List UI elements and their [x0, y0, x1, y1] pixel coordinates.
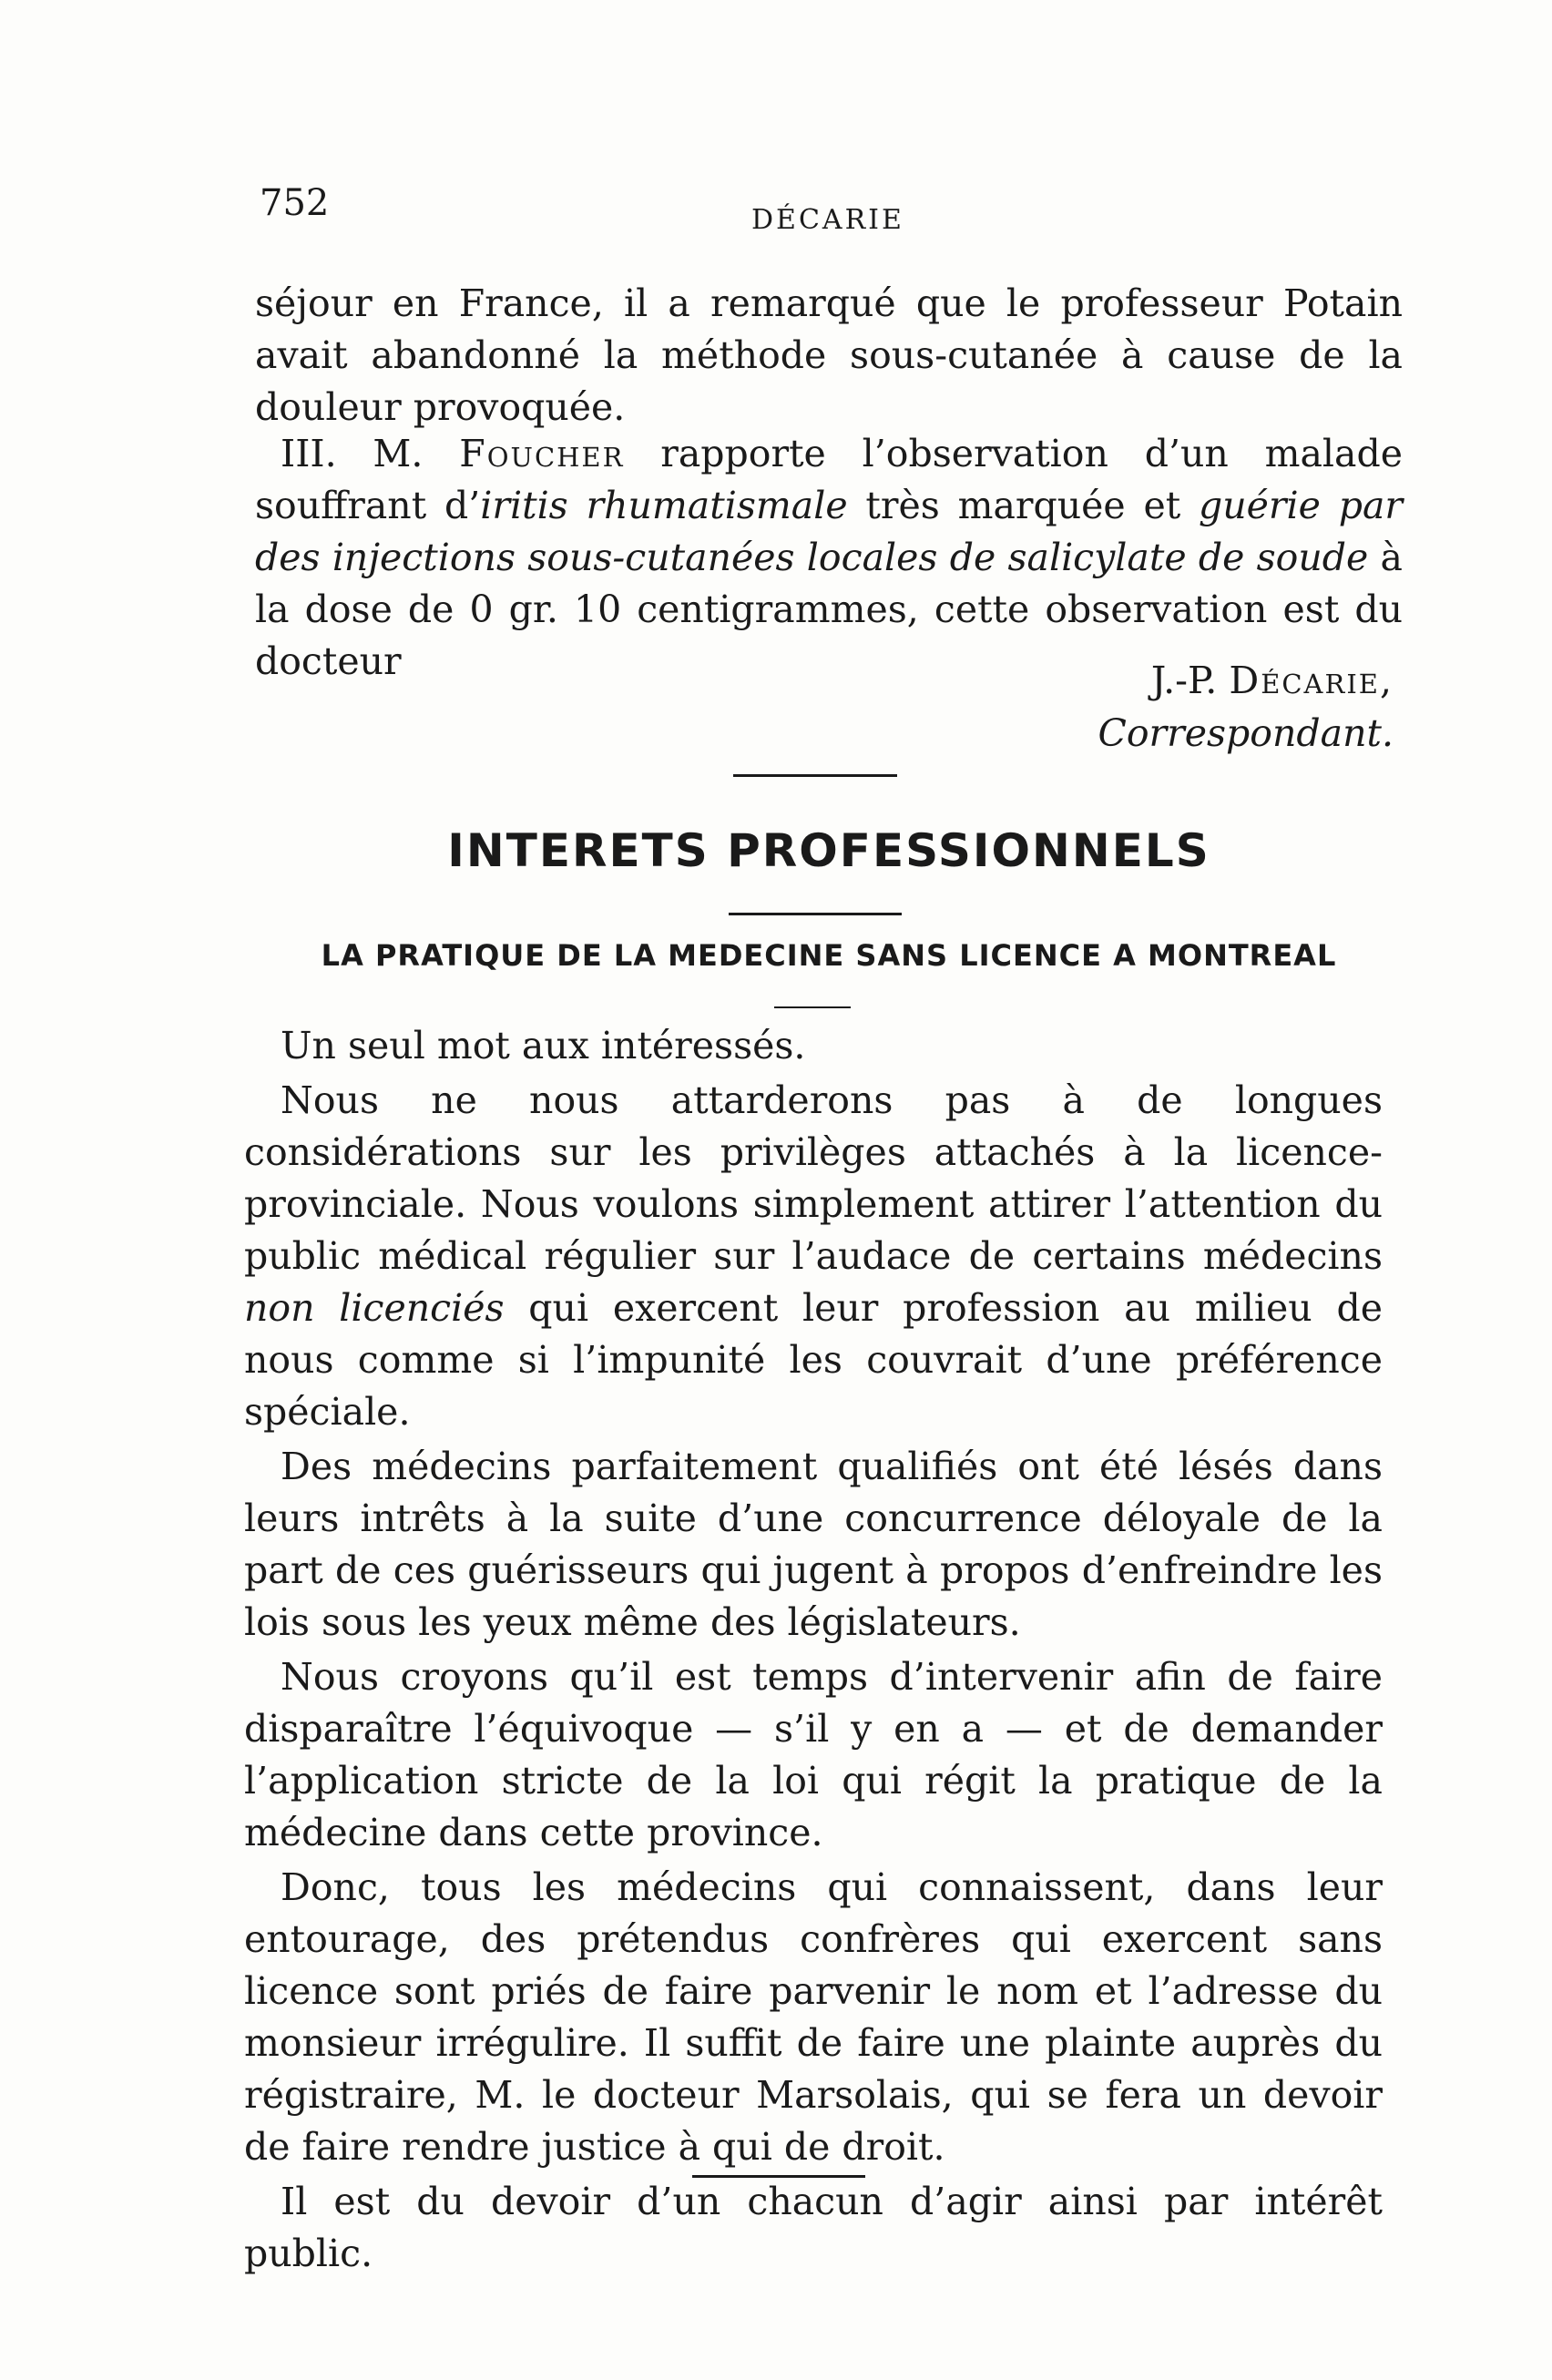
- italic-term: non licenciés: [244, 1286, 505, 1330]
- paragraph-segment: rapporte l’observation d’un malade souffrant d’: [255, 432, 1403, 527]
- article-title: LA PRATIQUE DE LA MEDECINE SANS LICENCE A MONTREAL: [321, 938, 1337, 973]
- article-paragraph: [244, 1075, 1383, 1438]
- paragraph-text: séjour en France, il a remarqué que le professeur Potain avait abandonné la méthode sous-cutanée à cause de la douleur provoquée.: [255, 281, 1403, 429]
- article-paragraph: Des médecins parfaitement qualifiés ont été lésés dans leurs intrêts à la suite d’une concurrence déloyale de la part de ces guérisseurs qui jugent à propos d’enfreindre les lois sous les yeux même des législateurs.: [244, 1445, 1383, 1644]
- article-paragraph: Un seul mot aux intéressés.: [281, 1024, 806, 1067]
- paragraph-text: [255, 428, 1403, 688]
- article-paragraph: Donc, tous les médecins qui connaissent, dans leur entourage, des prétendus confrères qui exercent sans licence sont priés de faire parvenir le nom et l’adresse du monsieur irrégulire. Il suffit de faire une plainte auprès du régistraire, M. le docteur Marsolais, qui se fera un devoir de faire rendre justice à qui de droit.: [244, 1865, 1383, 2169]
- page-number: 752: [260, 182, 330, 224]
- article-body: [244, 1020, 1383, 2283]
- author-name: Foucher: [459, 432, 625, 475]
- end-divider-rule: [692, 2175, 865, 2178]
- signature-surname: Décarie,: [1229, 659, 1394, 702]
- article-paragraph: Il est du devoir d’un chacun d’agir ainsi par intérêt public.: [244, 2180, 1383, 2275]
- continued-paragraph: [255, 278, 1403, 434]
- paragraph-segment: qui exercent leur profession au milieu de nous comme si l’impunité les couvrait d’une préférence spéciale.: [244, 1286, 1383, 1434]
- signature-block: [255, 654, 1394, 760]
- divider-rule: [729, 913, 902, 915]
- italic-term: guérie par des injections sous-cutanées locales de salicylate de soude: [255, 484, 1403, 579]
- section-heading: INTERETS PROFESSIONNELS: [447, 824, 1210, 877]
- signature-role: [255, 707, 1394, 760]
- observation-paragraph: [255, 428, 1403, 688]
- paragraph-segment: très marquée et: [847, 484, 1200, 527]
- signature-initials: J.-P.: [1150, 659, 1218, 702]
- paragraph-segment: à la dose de 0 gr. 10 centigrammes, cette observation est du docteur: [255, 536, 1403, 683]
- signature-name: [255, 654, 1394, 707]
- article-paragraph: Nous croyons qu’il est temps d’intervenir afin de faire disparaître l’équivoque — s’il y en a — et de demander l’application stricte de la loi qui régit la pratique de la médecine dans cette province.: [244, 1655, 1383, 1854]
- roman-numeral-prefix: III. M.: [281, 432, 424, 475]
- signature-role-text: Correspondant.: [1098, 711, 1394, 755]
- italic-term: iritis rhumatismale: [480, 484, 848, 527]
- running-title: DÉCARIE: [751, 204, 904, 236]
- short-dash-divider: [774, 1006, 851, 1008]
- divider-rule: [733, 774, 897, 777]
- paragraph-segment: Nous ne nous attarderons pas à de longues considérations sur les privilèges attachés à la licence-provinciale. Nous voulons simplement attirer l’attention du public médical régulier sur l’audace de certains médecins: [244, 1078, 1383, 1278]
- running-header: [260, 182, 1407, 237]
